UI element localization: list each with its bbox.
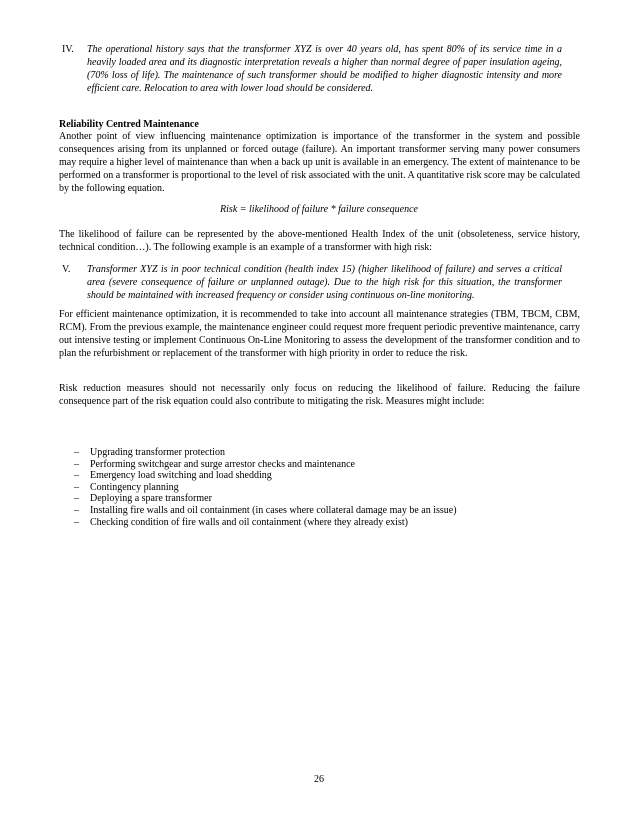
dash-bullet-icon: – [74,493,79,505]
risk-equation: Risk = likelihood of failure * failure consequence [220,204,418,215]
list-item: – Performing switchgear and surge arrestor checks and maintenance [74,458,355,470]
list-item: – Emergency load switching and load shedding [74,470,272,482]
risk-measures-list [74,447,457,528]
paragraph-risk-intro: Another point of view influencing maintenance optimization is importance of the transformer in the system and possible consequences arising from its unplanned or forced outage (failure). An important transformer serving many power consumers may require a higher level of maintenance than when a back up unit is available in an emergency. The extent of maintenance to be performed on a transformer is proportional to the level of risk associated with the unit. A quantitative risk score may be calculated by the following equation. [59,131,580,194]
list-item: – Checking condition of fire walls and oil containment (where they already exist) [74,516,408,528]
dash-bullet-icon: – [74,470,79,482]
dash-bullet-icon: – [74,447,79,458]
paragraph-risk-reduction: Risk reduction measures should not necessarily only focus on reducing the likelihood of failure. Reducing the failure consequence part of the risk equation could also contribute to mitigating the risk. Measures might include: [59,383,580,407]
list-marker-iv: IV. [62,44,74,55]
list-item: – Installing fire walls and oil containment (in cases where collateral damage may be an issue) [74,504,457,516]
dash-bullet-icon: – [74,458,79,470]
paragraph-likelihood: The likelihood of failure can be represented by the above-mentioned Health Index of the unit (obsoleteness, service history, technical condition…). The following example is an example of a transformer with high risk: [59,229,580,253]
paragraph-maintenance-strategies: For efficient maintenance optimization, it is recommended to take into account all maintenance strategies (TBM, TBCM, CBM, RCM). From the previous example, the maintenance engineer could request more frequent periodic preventive maintenance, carry out intensive testing or implement Continuous On-Line Monitoring to assess the development of the transformer condition and to plan the refurbishment or replacement of the transformer with high priority in order to reduce the risk. [59,309,580,359]
list-item: – Contingency planning [74,481,179,493]
section-heading: Reliability Centred Maintenance [59,119,199,130]
list-item: – Deploying a spare transformer [74,493,212,505]
list-item-v-text: Transformer XYZ is in poor technical condition (health index 15) (higher likelihood of failure) and serves a critical area (severe consequence of failure or unplanned outage). Due to the high risk for this situation, the transformer should be maintained with increased frequency or consider using continuous on-line monitoring. [87,264,562,301]
list-marker-v: V. [62,264,71,275]
dash-bullet-icon: – [74,481,79,493]
dash-bullet-icon: – [74,516,79,528]
page-number: 26 [314,774,324,785]
dash-bullet-icon: – [74,504,79,516]
list-item-iv-text: The operational history says that the transformer XYZ is over 40 years old, has spent 80% of its service time in a heavily loaded area and its diagnostic interpretation reveals a higher than normal degree of paper insulation ageing, (70% loss of life). The maintenance of such transformer should be modified to higher diagnostic intensity and more efficient care. Relocation to area with lower load should be considered. [87,44,562,94]
list-item: – Upgrading transformer protection [74,447,225,458]
